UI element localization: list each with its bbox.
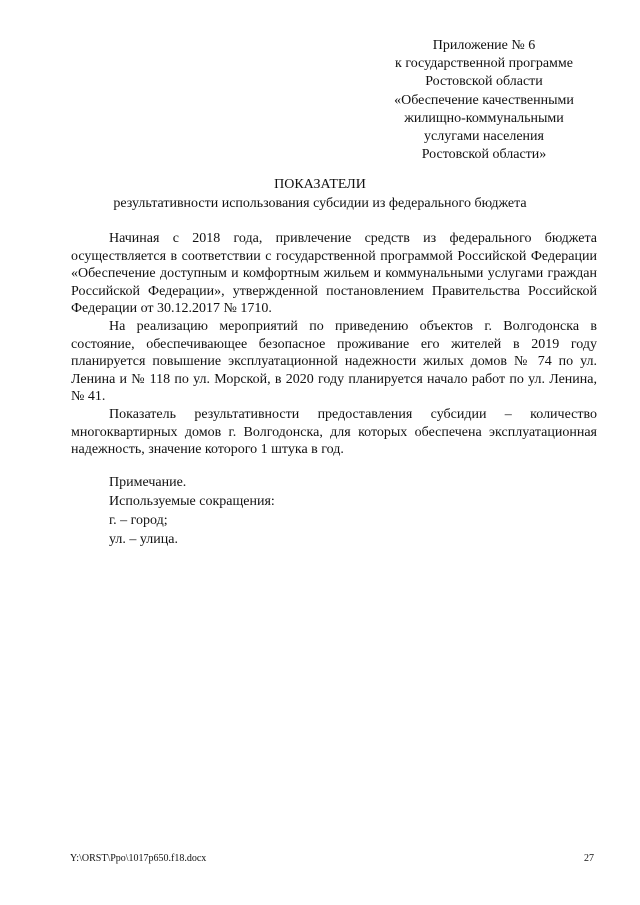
appendix-line: Приложение № 6 <box>432 38 536 53</box>
body-paragraph: Показатель результативности предоставления субсидии – количество многоквартирных домов г. Волгодонска, для которых обеспечена эксплуатационная надежность, значение которого 1 штука в год. <box>71 406 597 458</box>
appendix-line: «Обеспечение качественными <box>394 92 574 108</box>
appendix-header <box>380 37 588 164</box>
note-section <box>109 473 509 549</box>
document-body <box>71 230 597 459</box>
appendix-line: жилищно-коммунальными <box>404 110 564 126</box>
note-line: Примечание. <box>109 475 187 490</box>
appendix-line: Ростовской области <box>425 74 543 90</box>
note-line: Используемые сокращения: <box>109 494 275 509</box>
body-paragraph: Начиная с 2018 года, привлечение средств из федерального бюджета осуществляется в соответствии с государственной программой Российской Федерации «Обеспечение доступным и комфортным жильем и коммунальными услугами граждан Российской Федерации», утвержденной постановлением Правительства Российской Федерации от 30.12.2017 № 1710. <box>71 231 597 317</box>
appendix-line: к государственной программе <box>395 56 573 72</box>
body-paragraph: На реализацию мероприятий по приведению объектов г. Волгодонска в состояние, обеспечивающее безопасное проживание его жителей в 2019 году планируется повышение эксплуатационной надежности жилых домов № 74 по ул. Ленина и № 118 по ул. Морской, в 2020 году планируется начало работ по ул. Ленина, № 41. <box>71 318 597 405</box>
document-title: ПОКАЗАТЕЛИ <box>274 177 366 192</box>
appendix-line: услугами населения <box>424 129 544 145</box>
footer-page-number: 27 <box>584 853 594 864</box>
appendix-line: Ростовской области» <box>421 147 547 163</box>
footer-file-path: Y:\ORST\Ppo\1017p650.f18.docx <box>70 853 207 864</box>
document-subtitle: результативности использования субсидии из федерального бюджета <box>113 196 527 211</box>
note-line: г. – город; <box>109 513 168 528</box>
note-line: ул. – улица. <box>109 532 178 547</box>
